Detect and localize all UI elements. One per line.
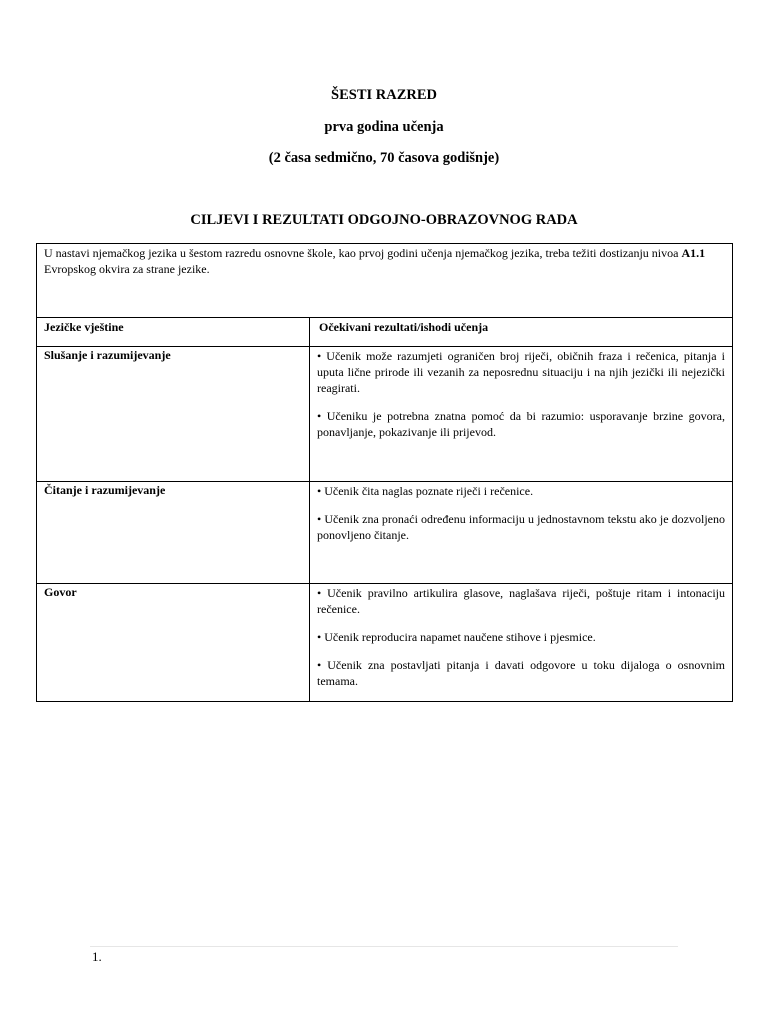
table-row bbox=[37, 482, 733, 584]
outcome-item: • Učenik reproducira napamet naučene stihove i pjesmice. bbox=[317, 630, 596, 644]
outcome-item: • Učeniku je potrebna znatna pomoć da bi razumio: usporavanje brzine govora, ponavljanje, pokazivanje ili prijevod. bbox=[317, 409, 725, 439]
intro-cell bbox=[37, 244, 733, 318]
outcomes-table bbox=[36, 243, 733, 702]
outcome-item: • Učenik može razumjeti ograničen broj riječi, običnih fraza i rečenica, pitanja i uputa lične prirode ili vezanih za neposrednu situaciju i na njih jezički ili nejezički reagirati. bbox=[317, 349, 725, 395]
skill-name: Govor bbox=[37, 584, 310, 702]
outcome-cell bbox=[310, 347, 733, 482]
section-title: CILJEVI I REZULTATI ODGOJNO-OBRAZOVNOG RADA bbox=[190, 212, 578, 228]
outcome-cell bbox=[310, 584, 733, 702]
intro-text-before: U nastavi njemačkog jezika u šestom razredu osnovne škole, kao prvoj godini učenja njemačkog jezika, treba težiti dostizanju nivoa bbox=[44, 246, 682, 260]
outcome-item: • Učenik zna postavljati pitanja i davati odgovore u toku dijaloga o osnovnim temama. bbox=[317, 658, 725, 688]
skill-name: Slušanje i razumijevanje bbox=[37, 347, 310, 482]
learning-year-subtitle: prva godina učenja bbox=[324, 119, 444, 135]
table-header-row bbox=[37, 318, 733, 347]
intro-row bbox=[37, 244, 733, 318]
skill-name: Čitanje i razumijevanje bbox=[37, 482, 310, 584]
intro-text-after: Evropskog okvira za strane jezike. bbox=[44, 262, 210, 276]
footer-divider bbox=[90, 946, 678, 947]
column-header-skills: Jezičke vještine bbox=[37, 318, 310, 347]
outcome-item: • Učenik čita naglas poznate riječi i rečenice. bbox=[317, 484, 534, 498]
page-number: 1. bbox=[92, 949, 102, 964]
outcome-item: • Učenik zna pronaći određenu informaciju u jednostavnom tekstu ako je dozvoljeno ponovljeno čitanje. bbox=[317, 512, 725, 542]
hours-info: (2 časa sedmično, 70 časova godišnje) bbox=[268, 150, 500, 166]
grade-title: ŠESTI RAZRED bbox=[331, 87, 437, 103]
table-row bbox=[37, 584, 733, 702]
outcome-item: • Učenik pravilno artikulira glasove, naglašava riječi, poštuje ritam i intonaciju rečenice. bbox=[317, 586, 725, 616]
table-row bbox=[37, 347, 733, 482]
column-header-outcomes: Očekivani rezultati/ishodi učenja bbox=[310, 318, 733, 347]
outcome-cell bbox=[310, 482, 733, 584]
level-code: A1.1 bbox=[681, 246, 706, 260]
